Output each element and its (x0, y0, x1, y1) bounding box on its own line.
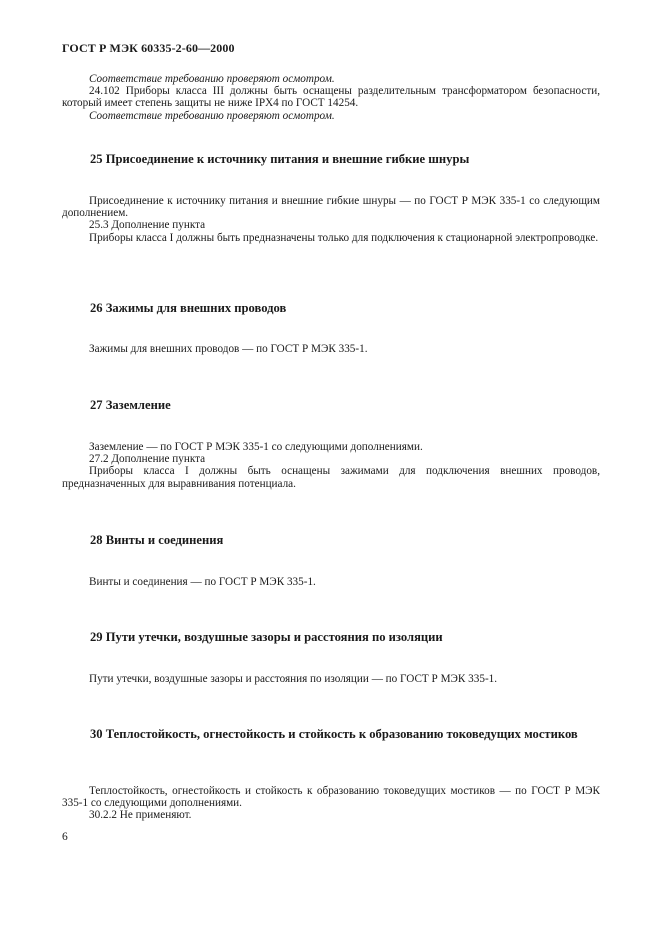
paragraph: Приборы класса I должны быть оснащены зажимами для подключения внешних проводов, предназначенных для выравнивания потенциала. (62, 465, 600, 490)
section-25-body (62, 195, 600, 244)
page-number: 6 (62, 831, 68, 843)
clause-24-102: 24.102 Приборы класса III должны быть оснащены разделительным трансформатором безопасности, который имеет степень защиты не ниже IPX4 по ГОСТ 14254. (62, 85, 600, 110)
section-30-body (62, 785, 600, 822)
paragraph: Приборы класса I должны быть предназначены только для подключения к стационарной электропроводке. (89, 231, 599, 244)
paragraph: Присоединение к источнику питания и внешние гибкие шнуры — по ГОСТ Р МЭК 335-1 со следующим дополнением. (62, 195, 600, 220)
paragraph: Заземление — по ГОСТ Р МЭК 335-1 со следующими дополнениями. (89, 441, 423, 453)
paragraph: Пути утечки, воздушные зазоры и расстояния по изоляции — по ГОСТ Р МЭК 335-1. (89, 673, 498, 685)
section-26-body (62, 343, 600, 355)
section-27-body (62, 441, 600, 490)
section-30-heading: 30 Теплостойкость, огнестойкость и стойкость к образованию токоведущих мостиков (90, 727, 578, 741)
section-27-heading: 27 Заземление (90, 398, 171, 412)
section-26-heading: 26 Зажимы для внешних проводов (90, 301, 287, 315)
section-25-heading: 25 Присоединение к источнику питания и внешние гибкие шнуры (90, 152, 470, 166)
paragraph: Теплостойкость, огнестойкость и стойкость к образованию токоведущих мостиков — по ГОСТ Р МЭК 335-1 со следующими дополнениями. (62, 785, 600, 810)
paragraph: 27.2 Дополнение пункта (89, 453, 206, 466)
document-header: ГОСТ Р МЭК 60335-2-60—2000 (62, 41, 235, 55)
compliance-note: Соответствие требованию проверяют осмотром. (89, 109, 335, 122)
intro-block (62, 73, 600, 122)
paragraph: 25.3 Дополнение пункта (89, 219, 206, 232)
paragraph: 30.2.2 Не применяют. (89, 809, 192, 822)
section-28-body (62, 576, 600, 588)
section-29-body (62, 673, 600, 685)
paragraph: Винты и соединения — по ГОСТ Р МЭК 335-1. (89, 576, 316, 588)
section-28-heading: 28 Винты и соединения (90, 533, 224, 547)
compliance-note: Соответствие требованию проверяют осмотром. (89, 73, 335, 85)
section-29-heading: 29 Пути утечки, воздушные зазоры и расстояния по изоляции (90, 630, 443, 644)
paragraph: Зажимы для внешних проводов — по ГОСТ Р МЭК 335-1. (89, 343, 368, 355)
